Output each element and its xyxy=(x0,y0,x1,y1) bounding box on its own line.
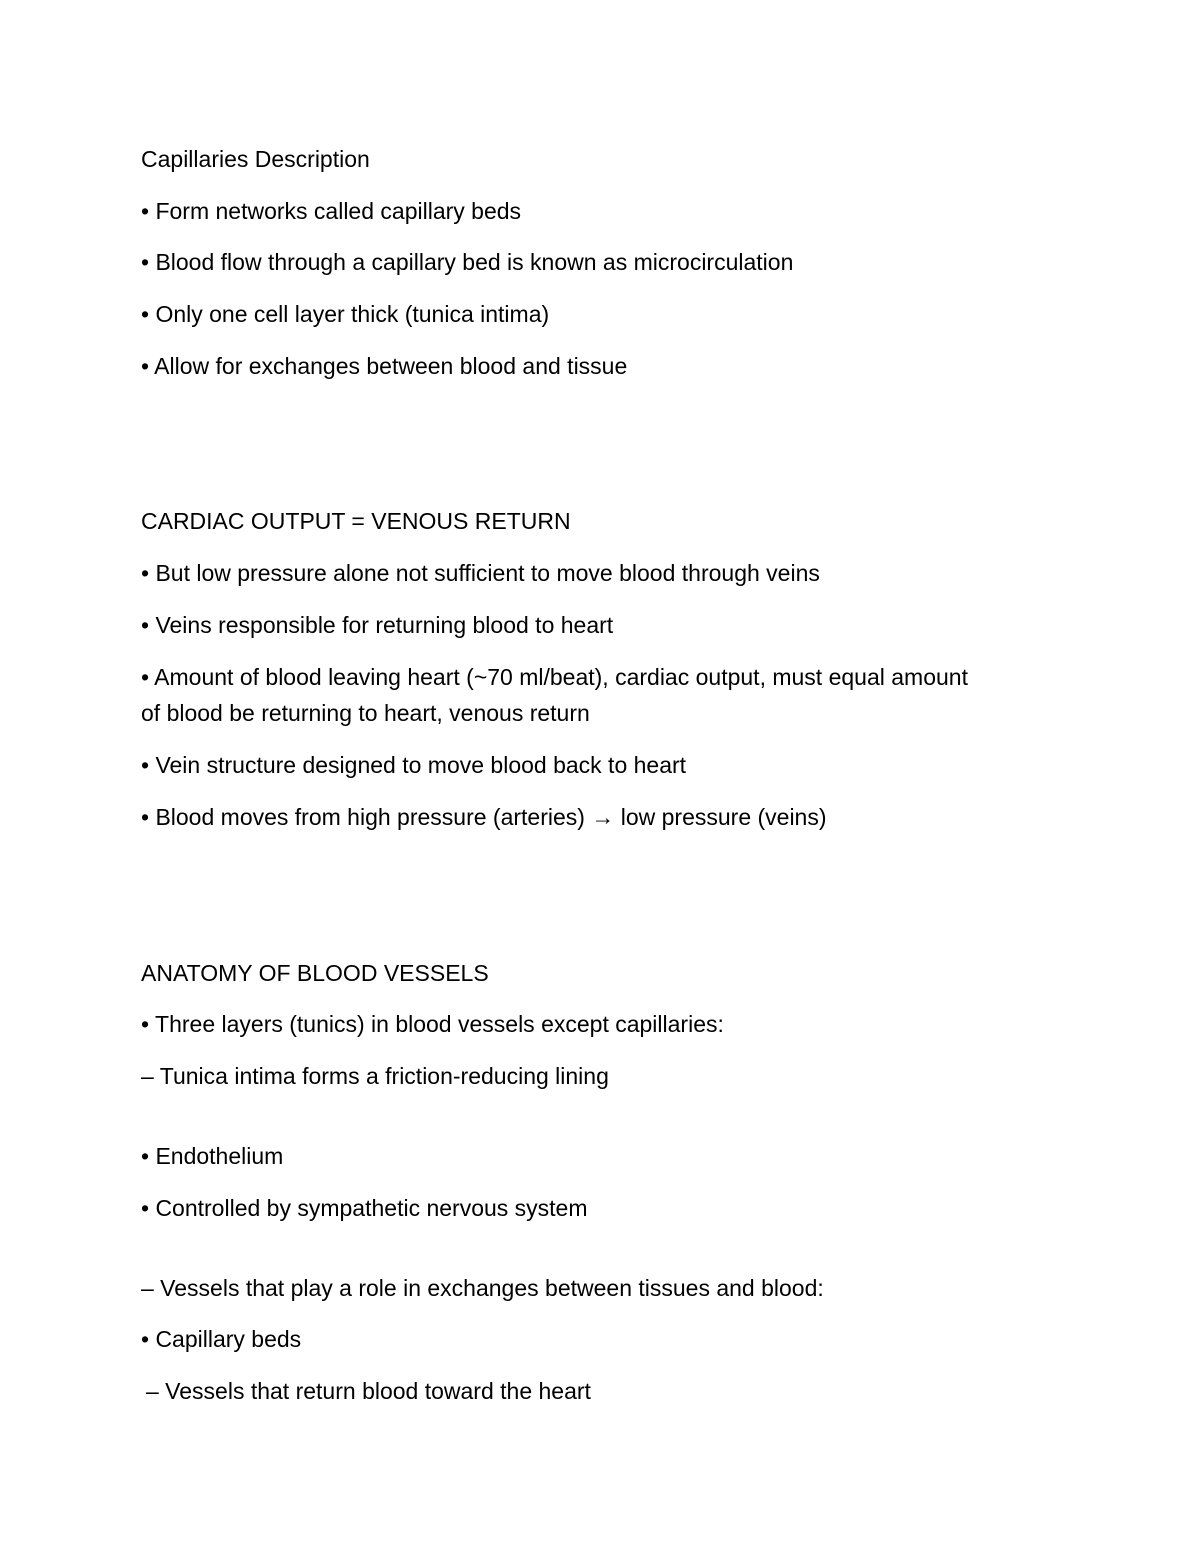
bullet-item: • Three layers (tunics) in blood vessels except capillaries: xyxy=(141,1011,724,1037)
dash-item: – Vessels that play a role in exchanges between tissues and blood: xyxy=(141,1275,824,1301)
dash-item: – Vessels that return blood toward the heart xyxy=(146,1378,591,1404)
section-heading-cardiac-output: CARDIAC OUTPUT = VENOUS RETURN xyxy=(141,508,571,534)
bullet-item: • Controlled by sympathetic nervous system xyxy=(141,1195,588,1221)
section-heading-anatomy: ANATOMY OF BLOOD VESSELS xyxy=(141,960,489,986)
bullet-item: • Blood flow through a capillary bed is known as microcirculation xyxy=(141,249,794,275)
bullet-item: • But low pressure alone not sufficient to move blood through veins xyxy=(141,560,820,586)
bullet-item: • Endothelium xyxy=(141,1143,284,1169)
bullet-item: • Blood moves from high pressure (arteries) → low pressure (veins) xyxy=(141,804,827,830)
bullet-item: • Capillary beds xyxy=(141,1326,302,1352)
bullet-item: • Only one cell layer thick (tunica intima) xyxy=(141,301,550,327)
section-heading-capillaries: Capillaries Description xyxy=(141,146,370,172)
bullet-item: • Amount of blood leaving heart (~70 ml/beat), cardiac output, must equal amount of blood be returning to heart, venous return xyxy=(141,664,968,726)
dash-item: – Tunica intima forms a friction-reducing lining xyxy=(141,1063,609,1089)
bullet-item: • Veins responsible for returning blood to heart xyxy=(141,612,614,638)
bullet-item: • Form networks called capillary beds xyxy=(141,198,522,224)
bullet-item: • Allow for exchanges between blood and tissue xyxy=(141,353,628,379)
bullet-item: • Vein structure designed to move blood back to heart xyxy=(141,752,687,778)
